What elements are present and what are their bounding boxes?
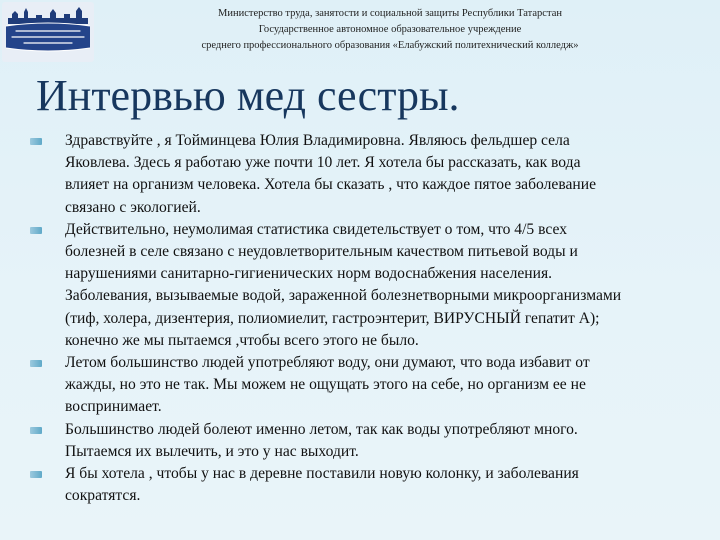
bullet-item — [30, 352, 706, 419]
bullet-item — [30, 419, 706, 463]
bullet-marker-icon — [30, 427, 42, 434]
bullet-text-line: Заболевания, вызываемые водой, зараженной болезнетворными микроорганизмами — [65, 287, 622, 305]
bullet-text-line: болезней в селе связано с неудовлетворительным качеством питьевой воды и — [65, 243, 578, 261]
bullet-text-line: связано с экологией. — [65, 198, 201, 216]
bullet-marker-icon — [30, 471, 42, 478]
header-line-ministry: Министерство труда, занятости и социальной защиты Республики Татарстан — [218, 8, 562, 19]
slide-title: Интервью мед сестры. — [36, 71, 460, 120]
bullet-marker-icon — [30, 138, 42, 145]
bullet-text-line: (тиф, холера, дизентерия, полиомиелит, гастроэнтерит, ВИРУСНЫЙ гепатит А); — [65, 309, 600, 327]
bullet-text-line: сократятся. — [65, 487, 141, 505]
bullet-marker-icon — [30, 360, 42, 367]
bullet-item — [30, 463, 706, 507]
header-line-institution: Государственное автономное образовательное учреждение — [258, 24, 522, 35]
bullet-item — [30, 219, 706, 352]
bullet-text-line: Летом большинство людей употребляют воду, они думают, что вода избавит от — [65, 354, 590, 372]
bullet-text-line: Яковлева. Здесь я работаю уже почти 10 лет. Я хотела бы рассказать, как вода — [65, 154, 581, 172]
bullet-text-line: Пытаемся их вылечить, и это у нас выходит. — [65, 442, 359, 460]
bullet-marker-icon — [30, 227, 42, 234]
header-line-college: среднего профессионального образования «Елабужский политехнический колледж» — [201, 40, 579, 51]
bullet-text-line: Я бы хотела , чтобы у нас в деревне поставили новую колонку, и заболевания — [65, 465, 579, 483]
bullet-text-line: нарушениями санитарно-гигиенических норм водоснабжения населения. — [65, 265, 553, 283]
bullet-text-line: Большинство людей болеют именно летом, так как воды употребляют много. — [65, 420, 578, 438]
bullet-item — [30, 130, 706, 219]
slide-body — [30, 130, 706, 507]
bullet-text-line: воспринимает. — [65, 398, 162, 416]
college-logo-icon — [2, 2, 94, 62]
bullet-text-line: влияет на организм человека. Хотела бы сказать , что каждое пятое заболевание — [65, 176, 597, 194]
college-logo — [2, 2, 94, 62]
bullet-text-line: Здравствуйте , я Тойминцева Юлия Владимировна. Являюсь фельдшер села — [65, 132, 570, 149]
ministry-header — [110, 6, 670, 54]
bullet-text-line: конечно же мы пытаемся ,чтобы всего этого не было. — [65, 331, 419, 349]
bullet-list — [30, 130, 706, 507]
bullet-text-line: Действительно, неумолимая статистика свидетельствует о том, что 4/5 всех — [65, 220, 567, 238]
bullet-text-line: жажды, но это не так. Мы можем не ощущать этого на себе, но организм ее не — [65, 376, 586, 394]
